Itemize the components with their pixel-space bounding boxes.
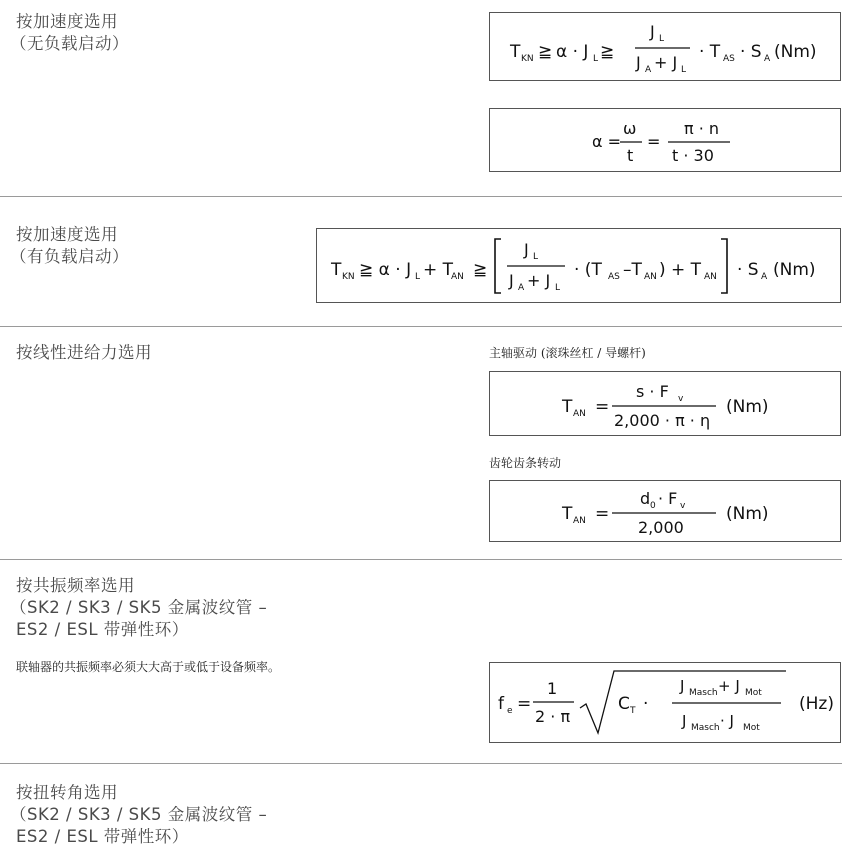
f2-den1: t <box>627 146 634 165</box>
f2-den2: t · 30 <box>672 146 714 165</box>
f1-alpha: α · J <box>556 42 589 62</box>
formula-box-6 <box>489 662 841 743</box>
f1-den-b-sub: L <box>681 65 687 75</box>
f3-den2: + J <box>527 271 551 290</box>
f5-lhs: T <box>562 504 573 524</box>
f5-lhs-sub: AN <box>573 516 586 526</box>
f4-lhs: T <box>562 397 573 417</box>
f6-lhs-sub: e <box>507 706 513 716</box>
f1-num: J <box>650 22 655 41</box>
f4-unit: (Nm) <box>726 397 769 417</box>
section-resonance-line3: ES2 / ESL 带弹性环） <box>16 620 189 639</box>
section-torsion-line3: ES2 / ESL 带弹性环） <box>16 827 189 846</box>
f6-ct-sub: T <box>630 706 636 716</box>
f3-den: J <box>509 271 514 290</box>
f2-num2: π · n <box>684 119 720 138</box>
f5-den: 2,000 <box>638 518 684 537</box>
formula-box-2 <box>489 108 841 172</box>
f6-eq: = <box>517 694 532 714</box>
f3-tail: · S <box>737 260 759 280</box>
f6-n1-sub: Masch <box>689 688 718 698</box>
f6-d1: J <box>682 712 687 730</box>
f1-geq: ≧ <box>538 42 553 62</box>
f3-mid2: –T <box>623 260 642 280</box>
section-torsion-line2: （SK2 / SK3 / SK5 金属波纹管 – <box>10 805 268 824</box>
f1-lhs-sub: KN <box>521 54 534 64</box>
section-title-torsion: 按扭转角选用 <box>16 783 118 802</box>
f6-n1: J <box>680 677 685 695</box>
f5-num-sub: 0 <box>650 501 656 511</box>
f2-eq: = <box>647 132 661 151</box>
f1-unit: (Nm) <box>774 42 817 62</box>
f1-tail1-sub: AS <box>723 54 735 64</box>
f3-mid3: ) + T <box>659 260 702 280</box>
formula-box-5 <box>489 480 841 542</box>
divider-3 <box>0 559 842 560</box>
f6-d2-sub: Mot <box>743 723 760 733</box>
section-title-resonance: 按共振频率选用 <box>16 576 135 595</box>
f6-num: 1 <box>547 679 558 698</box>
section-resonance-line2: （SK2 / SK3 / SK5 金属波纹管 – <box>10 598 268 617</box>
f6-ct: C <box>618 694 630 714</box>
formula-box-4 <box>489 371 841 436</box>
formula-box-3 <box>316 228 841 303</box>
f6-den: 2 · π <box>535 707 571 726</box>
f4-num: s · F <box>636 382 669 401</box>
divider-1 <box>0 196 842 197</box>
f3-tail-sub: A <box>761 272 768 282</box>
f5-num2: · F <box>658 489 678 508</box>
f5-num: d <box>640 489 651 508</box>
f6-dot: · <box>643 694 649 714</box>
f1-den-plus: + J <box>654 53 678 72</box>
f4-lhs-sub: AN <box>573 409 586 419</box>
f6-unit: (Hz) <box>799 694 834 714</box>
section-title-linear-feed: 按线性进给力选用 <box>16 343 152 362</box>
f1-lhs: T <box>510 42 521 62</box>
f3-unit: (Nm) <box>773 260 816 280</box>
f1-num-sub: L <box>659 34 665 44</box>
f3-t3: + T <box>423 260 454 280</box>
f3-t1: T <box>331 260 342 280</box>
f3-den-sub: A <box>518 283 525 293</box>
f3-mid-sub: AS <box>608 272 620 282</box>
section-title-accel-load: 按加速度选用 <box>16 225 118 244</box>
f1-tail1: · T <box>699 42 721 62</box>
f2-num1: ω <box>623 119 637 138</box>
f3-mid2-sub: AN <box>644 272 657 282</box>
f3-mid3-sub: AN <box>704 272 717 282</box>
f3-num-sub: L <box>533 252 539 262</box>
f5-unit: (Nm) <box>726 504 769 524</box>
resonance-note: 联轴器的共振频率必须大大高于或低于设备频率。 <box>16 660 281 674</box>
f1-den-a-sub: A <box>645 65 652 75</box>
section-subtitle-accel-load: （有负载启动） <box>10 247 129 266</box>
section-subtitle-accel-no-load: （无负载启动） <box>10 34 129 53</box>
f4-num-sub: v <box>678 394 684 404</box>
f3-t2-sub: L <box>415 272 421 282</box>
f5-eq: = <box>595 504 610 524</box>
f6-d1-sub: Masch <box>691 723 720 733</box>
f3-den2-sub: L <box>555 283 561 293</box>
f3-num: J <box>524 240 529 259</box>
f3-t2: ≧ α · J <box>359 260 412 280</box>
f1-tail2-sub: A <box>764 54 771 64</box>
f2-lhs: α = <box>592 132 622 151</box>
formula-box-1 <box>489 12 841 81</box>
f3-t1-sub: KN <box>342 272 355 282</box>
f3-t4: ≧ <box>473 260 488 280</box>
caption-spindle-drive: 主轴驱动 (滚珠丝杠 / 导螺杆) <box>489 346 646 360</box>
f3-t3-sub: AN <box>451 272 464 282</box>
f6-ddot: · J <box>720 712 734 730</box>
f6-n2-sub: Mot <box>745 688 762 698</box>
divider-2 <box>0 326 842 327</box>
f5-num2-sub: v <box>680 501 686 511</box>
f4-den: 2,000 · π · η <box>614 411 711 430</box>
f1-geq2: ≧ <box>600 42 615 62</box>
f1-alpha-sub: L <box>593 54 599 64</box>
f4-eq: = <box>595 397 610 417</box>
f3-mid: · (T <box>574 260 602 280</box>
f1-tail2: · S <box>740 42 762 62</box>
section-title-accel-no-load: 按加速度选用 <box>16 12 118 31</box>
caption-rack-pinion: 齿轮齿条转动 <box>489 456 562 470</box>
f6-nplus: + J <box>718 677 740 695</box>
f1-den-a: J <box>636 53 641 72</box>
f6-lhs: f <box>498 694 504 714</box>
divider-4 <box>0 763 842 764</box>
